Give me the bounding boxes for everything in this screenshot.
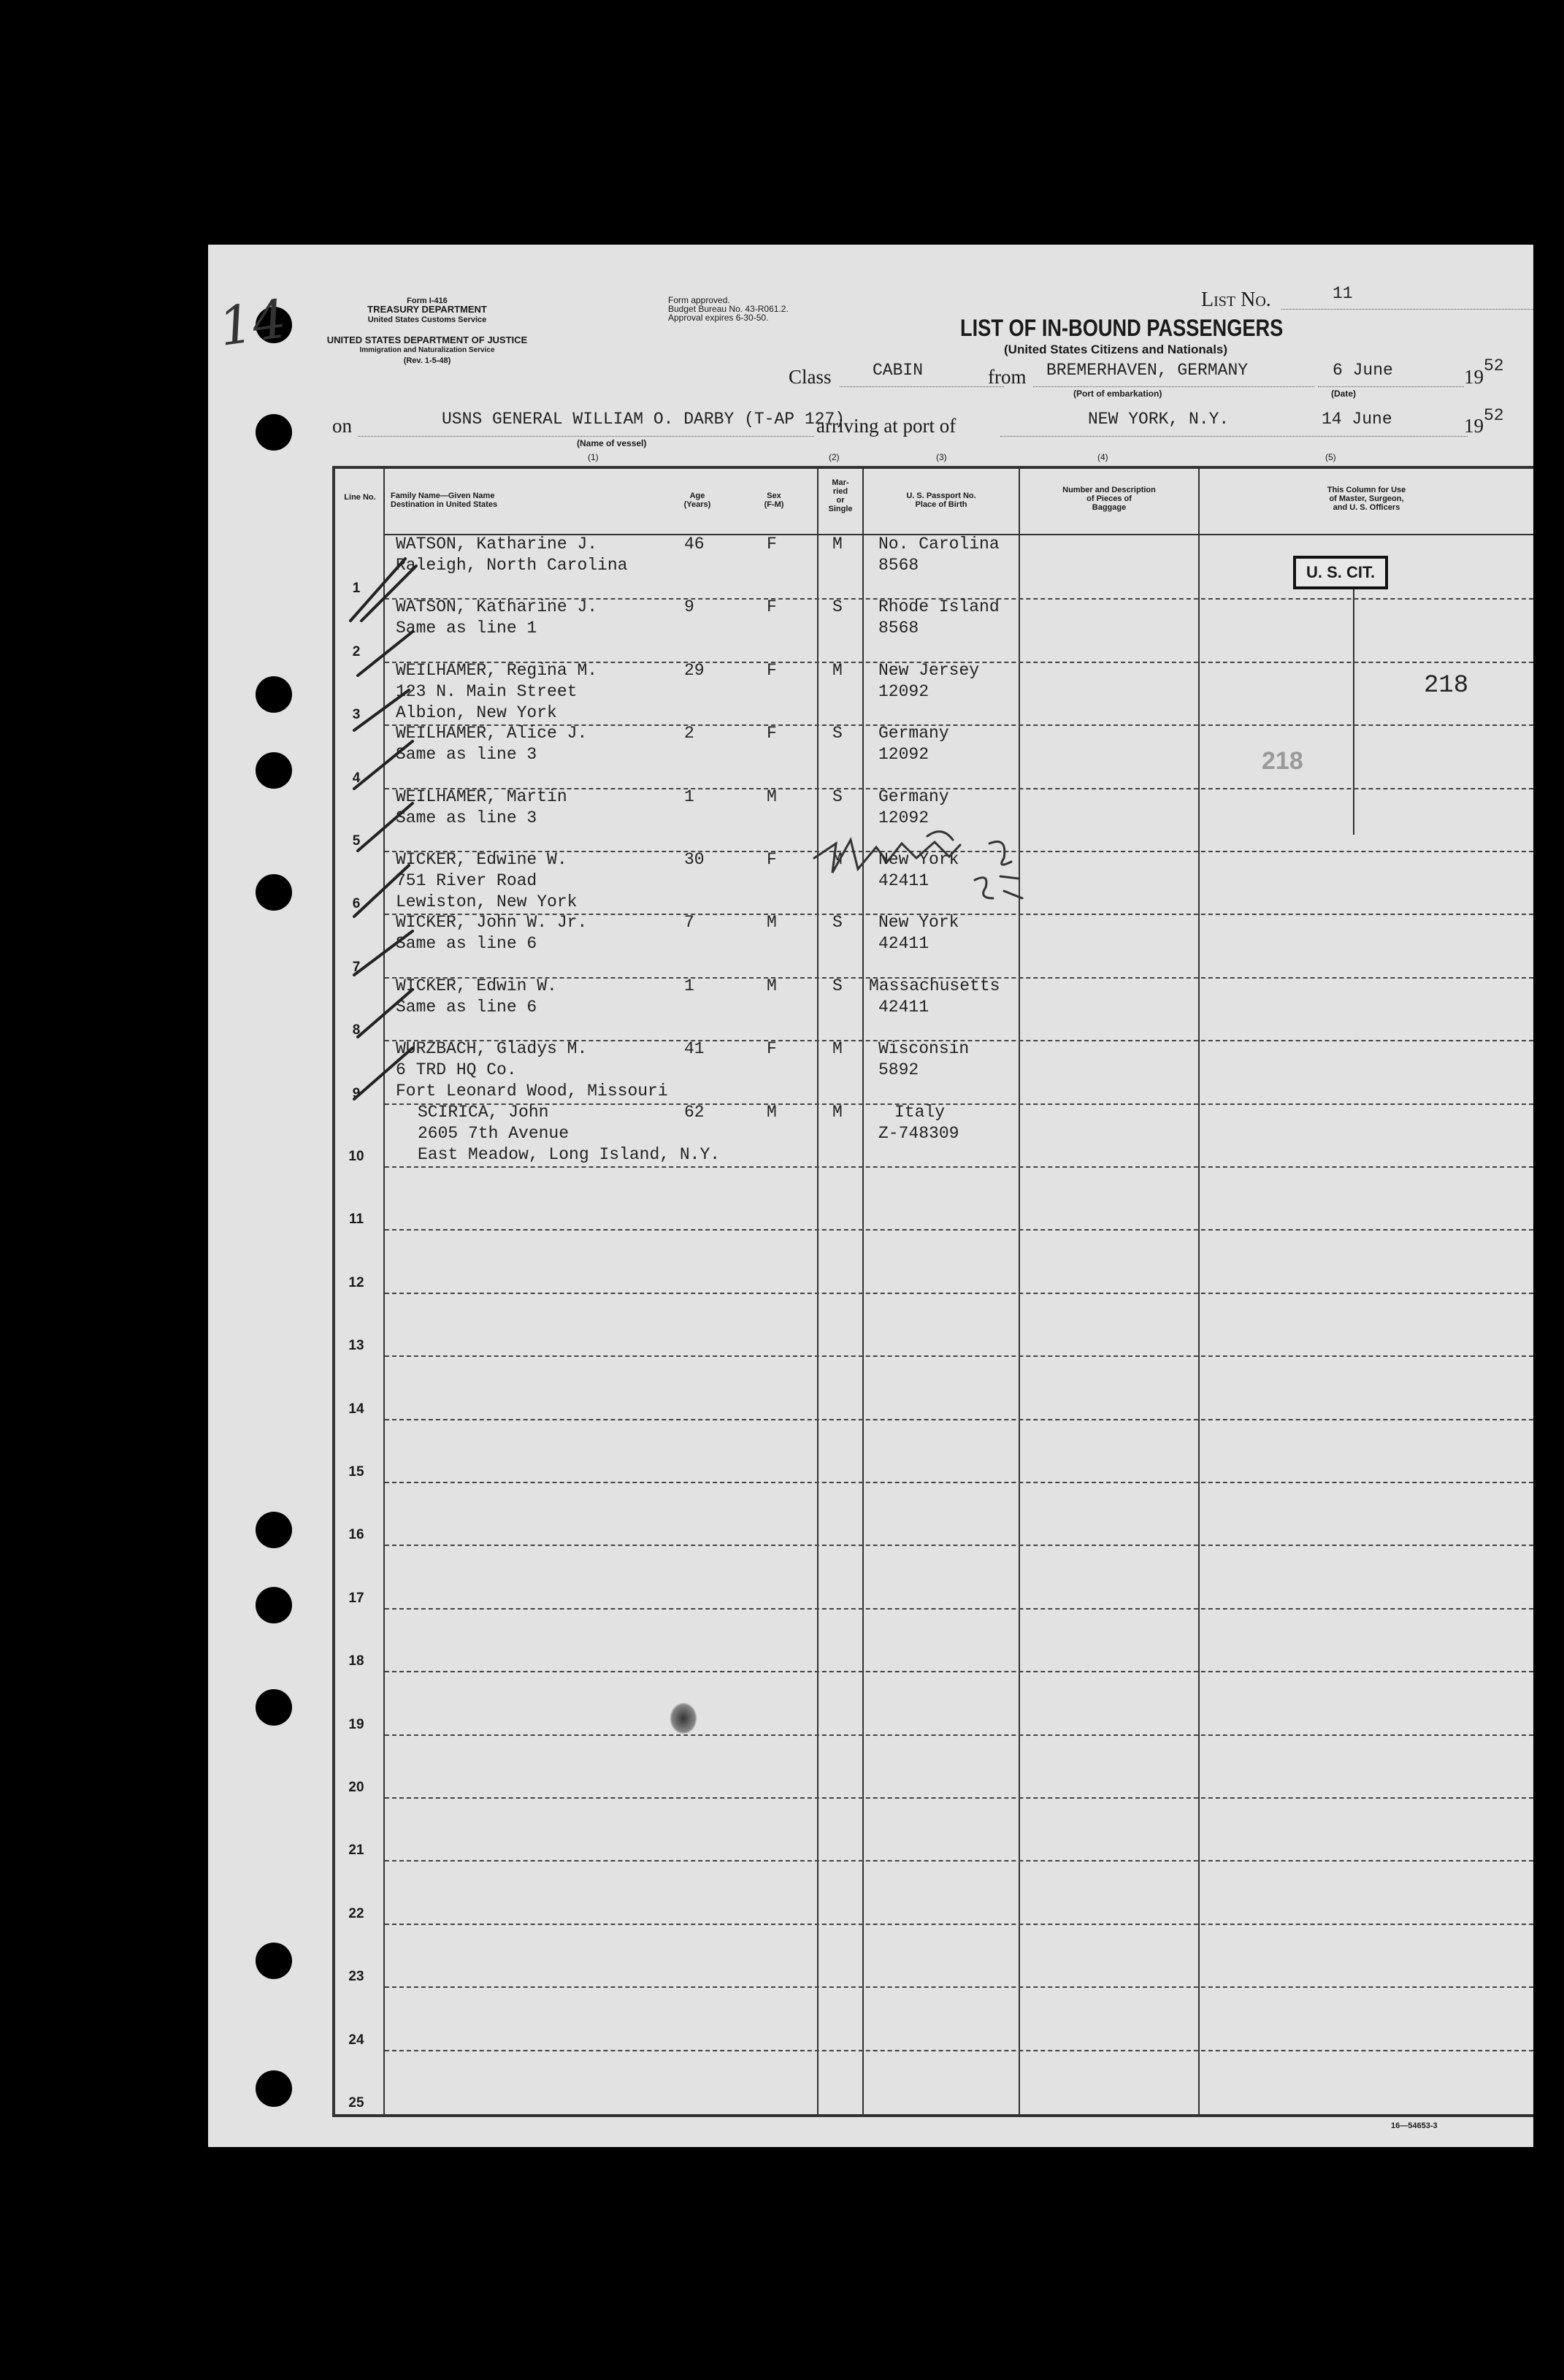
passenger-name: WICKER, Edwin W. — [396, 976, 557, 995]
list-no-line — [1281, 309, 1533, 310]
passenger-sex: F — [767, 724, 777, 743]
arrival-year: 52 — [1484, 406, 1504, 425]
passenger-age: 29 — [684, 660, 705, 680]
passenger-birthplace: No. Carolina — [878, 535, 1000, 554]
line-number: 2 — [352, 643, 361, 659]
us-citizen-stamp: U. S. CIT. — [1293, 556, 1388, 589]
line-number: 5 — [352, 833, 361, 849]
passenger-birthplace: New Jersey — [878, 660, 980, 680]
arrival-port: NEW YORK, N.Y. — [1088, 410, 1230, 429]
list-no-value: 11 — [1333, 284, 1353, 303]
line-number: 14 — [348, 1401, 364, 1417]
header-sex: Sex (F-M) — [764, 491, 784, 509]
passenger-passport: Z-748309 — [878, 1123, 959, 1143]
line-number: 6 — [352, 896, 361, 912]
row-divider — [385, 1293, 1533, 1294]
passenger-age: 30 — [684, 850, 705, 869]
passenger-destination: 123 N. Main Street — [396, 681, 578, 701]
port-embarkation-line — [1033, 386, 1314, 387]
passenger-birthplace: Rhode Island — [878, 597, 1000, 617]
passenger-age: 2 — [684, 724, 694, 743]
passenger-marital: M — [832, 850, 843, 869]
passenger-passport: 42411 — [878, 934, 929, 954]
passenger-name: SCIRICA, John — [418, 1102, 549, 1122]
passenger-birthplace: Massachusetts — [869, 976, 1000, 995]
passenger-birthplace: Germany — [878, 724, 949, 743]
handwritten-page-number: 14 — [215, 288, 291, 358]
passenger-name: WEILHAMER, Regina M. — [396, 660, 598, 680]
row-divider — [385, 1419, 1533, 1420]
passenger-name: WEILHAMER, Alice J. — [396, 724, 588, 743]
line-number: 7 — [352, 959, 361, 975]
header-passport: U. S. Passport No. Place of Birth — [906, 491, 976, 509]
vessel-caption: (Name of vessel) — [577, 438, 647, 448]
line-number: 13 — [348, 1338, 364, 1354]
passenger-name: WICKER, Edwine W. — [396, 850, 567, 869]
punch-hole — [256, 676, 292, 713]
passenger-birthplace: Wisconsin — [878, 1039, 970, 1059]
arrival-date: 14 June — [1322, 410, 1392, 429]
row-divider — [385, 2050, 1533, 2051]
passenger-birthplace: New York — [878, 850, 959, 869]
punch-hole — [256, 1943, 292, 1979]
passenger-passport: 12092 — [878, 808, 929, 827]
officer-signature — [807, 829, 1048, 924]
line-number: 21 — [348, 1843, 364, 1859]
passenger-birthplace: Italy — [894, 1102, 946, 1122]
punch-hole — [256, 874, 292, 911]
header-married: Mar- ried or Single — [828, 478, 853, 513]
passenger-sex: M — [767, 1102, 777, 1122]
passenger-sex: M — [767, 913, 777, 933]
form-subtitle: (United States Citizens and Nationals) — [1004, 343, 1228, 356]
passenger-destination: 2605 7th Avenue — [418, 1123, 570, 1143]
punch-hole — [256, 1587, 292, 1623]
row-divider — [385, 1608, 1533, 1610]
form-sheet — [208, 245, 1533, 2147]
line-number: 9 — [352, 1085, 361, 1101]
passenger-destination: 6 TRD HQ Co. — [396, 1060, 517, 1080]
passenger-destination: Raleigh, North Carolina — [396, 556, 628, 575]
header-age: Age (Years) — [683, 491, 711, 509]
footer-code: 16—54653-3 — [1391, 2121, 1438, 2130]
row-divider — [385, 1671, 1533, 1672]
passenger-sex: F — [767, 535, 777, 554]
revision: (Rev. 1-5-48) — [403, 356, 451, 365]
passenger-destination: 751 River Road — [396, 871, 537, 890]
passenger-age: 46 — [684, 535, 705, 554]
col-num-1: (1) — [588, 452, 599, 462]
line-number: 3 — [352, 707, 361, 723]
row-divider — [385, 1924, 1533, 1925]
header-line-no: Line No. — [344, 493, 376, 502]
vessel-name: USNS GENERAL WILLIAM O. DARBY (T-AP 127) — [442, 410, 846, 429]
row-divider — [385, 1482, 1533, 1483]
passenger-name: WICKER, John W. Jr. — [396, 913, 588, 933]
passenger-passport: 42411 — [878, 997, 929, 1017]
passenger-age: 9 — [684, 597, 694, 617]
passenger-marital: S — [832, 724, 843, 743]
vessel-line — [358, 436, 814, 437]
row-divider — [385, 1229, 1533, 1231]
passenger-marital: S — [832, 597, 843, 617]
punch-hole — [256, 2070, 292, 2107]
approval-line-1: Form approved. — [668, 295, 730, 305]
passenger-destination: Lewiston, New York — [396, 892, 578, 911]
row-divider — [385, 1545, 1533, 1546]
passenger-destination: Same as line 3 — [396, 745, 537, 765]
class-value: CABIN — [873, 361, 924, 380]
line-number: 11 — [348, 1212, 364, 1228]
passenger-name: WATSON, Katharine J. — [396, 535, 598, 554]
arrival-port-line — [1000, 436, 1468, 437]
passenger-passport: 12092 — [878, 745, 929, 765]
line-number: 22 — [348, 1905, 364, 1921]
passenger-name: WATSON, Katharine J. — [396, 597, 598, 617]
passenger-passport: 12092 — [878, 681, 929, 701]
departure-date: 6 June — [1333, 361, 1393, 380]
line-number: 17 — [348, 1590, 364, 1606]
passenger-destination: Same as line 6 — [396, 997, 537, 1017]
line-number: 4 — [352, 770, 361, 786]
class-label: Class — [789, 366, 832, 388]
passenger-sex: M — [767, 787, 777, 806]
header-baggage: Number and Description of Pieces of Baggage — [1062, 486, 1156, 512]
list-no-label: List No. — [1201, 288, 1271, 311]
passenger-marital: M — [832, 660, 843, 680]
row-divider — [385, 1166, 1533, 1168]
check-marks — [332, 522, 478, 1282]
form-title: LIST OF IN-BOUND PASSENGERS — [960, 315, 1284, 341]
line-number: 25 — [348, 2095, 364, 2111]
passenger-birthplace: Germany — [878, 787, 949, 806]
passenger-marital: M — [832, 1039, 843, 1059]
line-number: 1 — [352, 581, 361, 597]
passenger-marital: M — [832, 1102, 843, 1122]
passenger-age: 7 — [684, 913, 694, 933]
passenger-name: WURZBACH, Gladys M. — [396, 1039, 588, 1059]
from-label: from — [988, 366, 1027, 388]
passenger-destination: Same as line 1 — [396, 619, 537, 638]
col-num-4: (4) — [1097, 452, 1108, 462]
passenger-passport: 8568 — [878, 619, 919, 638]
passenger-passport: 42411 — [878, 871, 929, 890]
col-num-5: (5) — [1325, 452, 1336, 462]
row-divider — [385, 1797, 1533, 1799]
row-divider — [385, 1734, 1533, 1736]
port-embarkation-value: BREMERHAVEN, GERMANY — [1046, 361, 1249, 380]
passenger-destination: Same as line 3 — [396, 808, 537, 827]
passenger-age: 41 — [684, 1039, 705, 1059]
line-number: 23 — [348, 1969, 364, 1985]
form-number: Form I-416 — [407, 296, 448, 305]
passenger-marital: S — [832, 976, 843, 995]
line-number: 8 — [352, 1022, 361, 1038]
passenger-passport: 8568 — [878, 556, 919, 575]
ins-service: Immigration and Naturalization Service — [359, 346, 495, 354]
line-number: 24 — [348, 2032, 364, 2048]
line-number: 12 — [348, 1274, 364, 1290]
passenger-destination: Albion, New York — [396, 703, 557, 722]
punch-hole — [256, 1689, 292, 1726]
punch-hole — [256, 752, 292, 789]
line-number: 19 — [348, 1716, 364, 1732]
passenger-sex: F — [767, 850, 777, 869]
port-embarkation-caption: (Port of embarkation) — [1073, 389, 1162, 399]
line-number: 16 — [348, 1527, 364, 1543]
line-number: 10 — [348, 1149, 364, 1164]
passenger-destination: Same as line 6 — [396, 934, 537, 954]
row-divider — [385, 1986, 1533, 1988]
departure-year: 52 — [1484, 356, 1504, 375]
customs-service: United States Customs Service — [367, 315, 487, 324]
header-officers: This Column for Use of Master, Surgeon, and U. S. Officers — [1327, 486, 1406, 512]
punch-hole — [256, 414, 292, 451]
punch-hole — [256, 1512, 292, 1548]
count-typed: 218 — [1424, 672, 1469, 700]
passenger-birthplace: New York — [878, 913, 959, 933]
row-divider — [385, 1103, 1533, 1105]
passenger-age: 1 — [684, 976, 694, 995]
col-num-3: (3) — [936, 452, 947, 462]
row-divider — [385, 1355, 1533, 1357]
class-line — [840, 386, 1004, 387]
arriving-label: arriving at port of — [816, 415, 957, 437]
year-prefix-1: 19 — [1464, 366, 1484, 388]
passenger-name: WEILHAMER, Martin — [396, 787, 567, 806]
header-name: Family Name—Given Name Destination in United States — [391, 491, 498, 509]
date-line — [1318, 386, 1464, 387]
year-prefix-2: 19 — [1464, 415, 1484, 437]
passenger-sex: M — [767, 976, 777, 995]
col-num-2: (2) — [829, 452, 840, 462]
justice-dept: UNITED STATES DEPARTMENT OF JUSTICE — [326, 334, 528, 345]
passenger-sex: F — [767, 597, 777, 617]
line-number: 20 — [348, 1780, 364, 1795]
passenger-age: 1 — [684, 787, 694, 806]
passenger-marital: M — [832, 535, 843, 554]
line-number: 18 — [348, 1653, 364, 1669]
count-stamp: 218 — [1262, 747, 1303, 775]
date-caption: (Date) — [1331, 389, 1357, 399]
on-label: on — [332, 415, 352, 437]
line-number: 15 — [348, 1464, 364, 1480]
row-divider — [385, 1860, 1533, 1861]
passenger-sex: F — [767, 1039, 777, 1059]
passenger-marital: S — [832, 787, 843, 806]
passenger-destination: East Meadow, Long Island, N.Y. — [418, 1144, 721, 1164]
passenger-marital: S — [832, 913, 843, 933]
approval-line-3: Approval expires 6-30-50. — [668, 313, 769, 323]
passenger-sex: F — [767, 660, 777, 680]
ink-smudge — [670, 1702, 697, 1734]
passenger-passport: 5892 — [878, 1060, 919, 1080]
passenger-destination: Fort Leonard Wood, Missouri — [396, 1082, 668, 1101]
approval-line-2: Budget Bureau No. 43-R061.2. — [668, 304, 789, 314]
passenger-age: 62 — [684, 1102, 705, 1122]
treasury-dept: TREASURY DEPARTMENT — [367, 304, 487, 315]
